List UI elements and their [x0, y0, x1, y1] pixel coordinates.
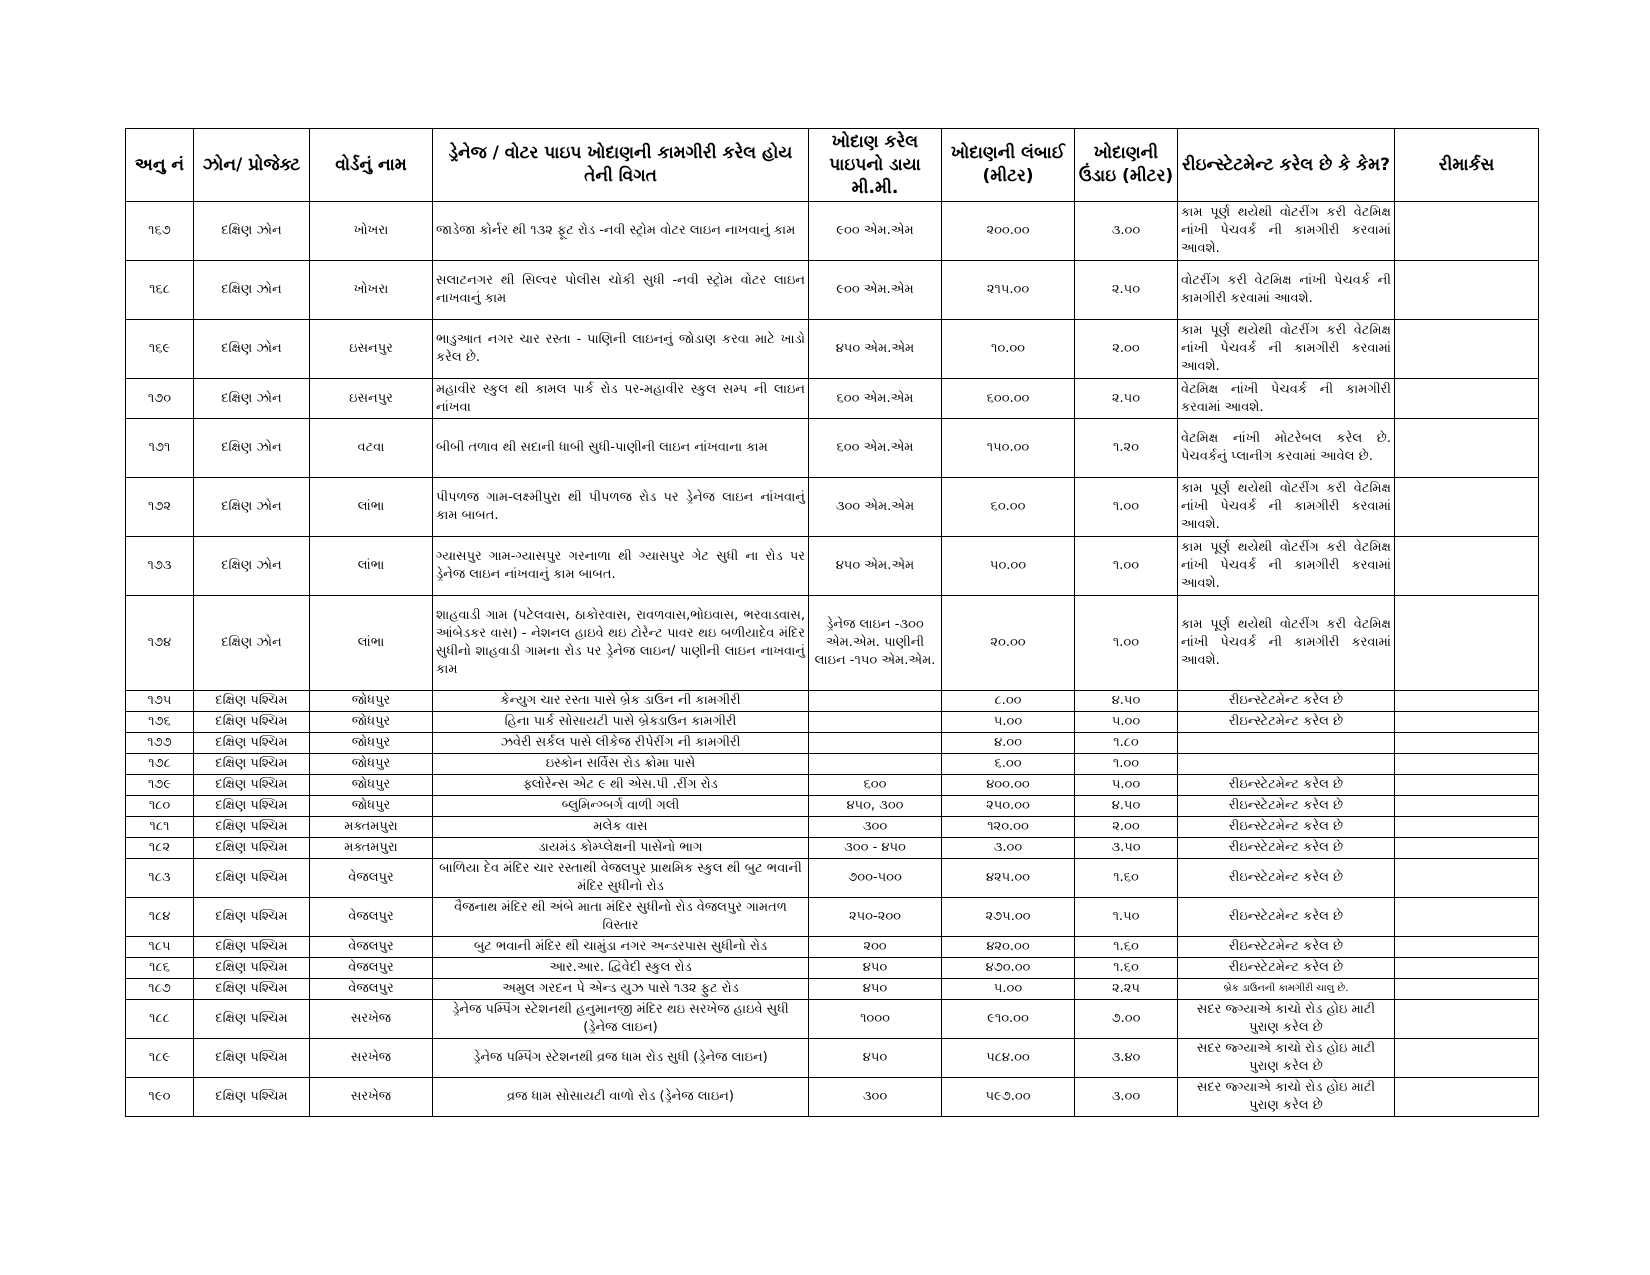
cell-remarks — [1395, 691, 1539, 712]
cell-work-detail: ડ્રેનેજ પમ્પિંગ સ્ટેશનથી હનુમાનજી મંદિર થઇ સરખેજ હાઇવે સુધી (ડ્રેનેજ લાઇન) — [433, 1000, 809, 1039]
cell-zone: દક્ષિણ પશ્ચિમ — [194, 958, 310, 979]
cell-ward: મક્તમપુરા — [310, 838, 433, 859]
cell-remarks — [1395, 419, 1539, 478]
cell-serial-no: ૧૮૧ — [126, 817, 194, 838]
cell-serial-no: ૧૭૭ — [126, 733, 194, 754]
cell-work-detail: ફ્લોરેન્સ એટ ૯ થી એસ.પી .રીંગ રોડ — [433, 775, 809, 796]
cell-work-detail: બુટ ભવાની મંદિર થી ચામુંડા નગર અન્ડરપાસ સુધીનો રોડ — [433, 937, 809, 958]
cell-zone: દક્ષિણ પશ્ચિમ — [194, 859, 310, 898]
cell-length: ૪૨૫.૦૦ — [942, 859, 1075, 898]
cell-pipe-diameter: ૩૦૦ - ૪૫૦ — [809, 838, 942, 859]
cell-remarks — [1395, 1000, 1539, 1039]
cell-work-detail: ડાયમંડ કોમ્પ્લેક્ષની પાસેનો ભાગ — [433, 838, 809, 859]
cell-work-detail: સલાટનગર થી સિલ્વર પોલીસ ચોકી સુધી -નવી સ્ટ્રોમ વોટર લાઇન નાખવાનું કામ — [433, 261, 809, 320]
cell-ward: જોધપુર — [310, 691, 433, 712]
cell-serial-no: ૧૭૮ — [126, 754, 194, 775]
header-serial-no: અનુ નં — [126, 129, 194, 202]
cell-remarks — [1395, 712, 1539, 733]
cell-serial-no: ૧૯૦ — [126, 1078, 194, 1117]
header-length: ખોદાણની લંબાઈ (મીટર) — [942, 129, 1075, 202]
cell-remarks — [1395, 1078, 1539, 1117]
cell-depth: ૩.૦૦ — [1075, 1078, 1178, 1117]
cell-remarks — [1395, 958, 1539, 979]
table-row — [126, 202, 1539, 261]
cell-remarks — [1395, 537, 1539, 596]
cell-pipe-diameter: ૭૦૦-૫૦૦ — [809, 859, 942, 898]
header-reinstatement: રીઇન્સ્ટેટમેન્ટ કરેલ છે કે કેમ? — [1178, 129, 1395, 202]
cell-serial-no: ૧૮૯ — [126, 1039, 194, 1078]
table-row — [126, 796, 1539, 817]
cell-remarks — [1395, 817, 1539, 838]
cell-length: ૨૭૫.૦૦ — [942, 898, 1075, 937]
cell-length: ૬૦૦.૦૦ — [942, 379, 1075, 419]
cell-reinstatement: રીઇન્સ્ટેટમેન્ટ કરેલ છે — [1178, 859, 1395, 898]
cell-zone: દક્ષિણ પશ્ચિમ — [194, 1000, 310, 1039]
cell-reinstatement: રીઇન્સ્ટેટમેન્ટ કરેલ છે — [1178, 775, 1395, 796]
header-zone: ઝોન/ પ્રોજેક્ટ — [194, 129, 310, 202]
cell-pipe-diameter: ૨૦૦ — [809, 937, 942, 958]
table-row — [126, 1039, 1539, 1078]
table-row — [126, 817, 1539, 838]
cell-serial-no: ૧૭૬ — [126, 712, 194, 733]
cell-work-detail: વ્રજ ધામ સોસાયટી વાળો રોડ (ડ્રેનેજ લાઇન) — [433, 1078, 809, 1117]
cell-ward: વેજલપુર — [310, 958, 433, 979]
cell-zone: દક્ષિણ પશ્ચિમ — [194, 817, 310, 838]
table-row — [126, 1000, 1539, 1039]
cell-reinstatement: સદર જ્ગ્યાએ કાચો રોડ હોઇ માટી પુરાણ કરેલ છે — [1178, 1000, 1395, 1039]
cell-depth: ૨.૫૦ — [1075, 261, 1178, 320]
cell-pipe-diameter: ડ્રેનેજ લાઇન -૩૦૦ એમ.એમ. પાણીની લાઇન -૧૫૦ એમ.એમ. — [809, 596, 942, 691]
cell-work-detail: ડ્રેનેજ પમ્પિંગ સ્ટેશનથી વ્રજ ધામ રોડ સુધી (ડ્રેનેજ લાઇન) — [433, 1039, 809, 1078]
cell-serial-no: ૧૭૯ — [126, 775, 194, 796]
table-row — [126, 838, 1539, 859]
cell-pipe-diameter: ૬૦૦ એમ.એમ — [809, 419, 942, 478]
cell-serial-no: ૧૭૦ — [126, 379, 194, 419]
cell-work-detail: મલેક વાસ — [433, 817, 809, 838]
cell-reinstatement: બ્રેક ડાઉનની કામગીરી ચાલુ છે. — [1178, 979, 1395, 1000]
cell-remarks — [1395, 202, 1539, 261]
cell-work-detail: જાડેજા કોર્નર થી ૧૩૨ ફૂટ રોડ -નવી સ્ટ્રોમ વોટર લાઇન નાખવાનું કામ — [433, 202, 809, 261]
cell-reinstatement — [1178, 754, 1395, 775]
cell-remarks — [1395, 796, 1539, 817]
cell-reinstatement — [1178, 733, 1395, 754]
cell-reinstatement: કામ પૂર્ણ થયેથી વોટરીંગ કરી વેટમિક્ષ નાંખી પેચવર્ક ની કામગીરી કરવામાં આવશે. — [1178, 537, 1395, 596]
table-row — [126, 898, 1539, 937]
table-row — [126, 712, 1539, 733]
cell-work-detail: ઇસ્કોન સર્વિસ રોડ ક્રોમા પાસે — [433, 754, 809, 775]
cell-ward: વેજલપુર — [310, 979, 433, 1000]
cell-zone: દક્ષિણ પશ્ચિમ — [194, 1039, 310, 1078]
cell-ward: સરખેજ — [310, 1039, 433, 1078]
table-row — [126, 859, 1539, 898]
cell-pipe-diameter — [809, 733, 942, 754]
cell-work-detail: ભાડુઆત નગર ચાર રસ્તા - પાણિની લાઇનનું જોડાણ કરવા માટે ખાડો કરેલ છે. — [433, 320, 809, 379]
cell-remarks — [1395, 838, 1539, 859]
cell-pipe-diameter — [809, 691, 942, 712]
cell-depth: ૫.૦૦ — [1075, 712, 1178, 733]
cell-pipe-diameter: ૨૫૦-૨૦૦ — [809, 898, 942, 937]
cell-reinstatement: કામ પૂર્ણ થયેથી વોટરીંગ કરી વેટમિક્ષ નાંખી પેચવર્ક ની કામગીરી કરવામાં આવશે. — [1178, 596, 1395, 691]
cell-ward: ઇસનપુર — [310, 379, 433, 419]
cell-pipe-diameter: ૧૦૦૦ — [809, 1000, 942, 1039]
cell-reinstatement: રીઇન્સ્ટેટમેન્ટ કરેલ છે — [1178, 691, 1395, 712]
cell-ward: વટવા — [310, 419, 433, 478]
cell-work-detail: ગ્યાસપુર ગામ-ગ્યાસપુર ગરનાળા થી ગ્યાસપુર ગેટ સુધી ના રોડ પર ડ્રેનેજ લાઇન નાંખવાનું કામ બાબત. — [433, 537, 809, 596]
cell-serial-no: ૧૮૬ — [126, 958, 194, 979]
cell-serial-no: ૧૬૮ — [126, 261, 194, 320]
cell-zone: દક્ષિણ પશ્ચિમ — [194, 733, 310, 754]
cell-zone: દક્ષિણ ઝોન — [194, 596, 310, 691]
cell-depth: ૧.૬૦ — [1075, 958, 1178, 979]
cell-work-detail: ઝવેરી સર્કલ પાસે લીકેજ રીપેરીંગ ની કામગીરી — [433, 733, 809, 754]
cell-length: ૫.૦૦ — [942, 979, 1075, 1000]
cell-ward: વેજલપુર — [310, 859, 433, 898]
table-body — [126, 202, 1539, 1117]
cell-ward: જોધપુર — [310, 796, 433, 817]
cell-depth: ૧.૬૦ — [1075, 859, 1178, 898]
cell-zone: દક્ષિણ પશ્ચિમ — [194, 979, 310, 1000]
cell-zone: દક્ષિણ પશ્ચિમ — [194, 937, 310, 958]
cell-zone: દક્ષિણ ઝોન — [194, 261, 310, 320]
cell-length: ૨૦.૦૦ — [942, 596, 1075, 691]
cell-pipe-diameter: ૩૦૦ — [809, 817, 942, 838]
cell-serial-no: ૧૮૫ — [126, 937, 194, 958]
header-ward: વોર્ડનું નામ — [310, 129, 433, 202]
cell-depth: ૧.૨૦ — [1075, 419, 1178, 478]
table-row — [126, 1078, 1539, 1117]
cell-length: ૨૦૦.૦૦ — [942, 202, 1075, 261]
cell-length: ૫૦.૦૦ — [942, 537, 1075, 596]
cell-length: ૫.૦૦ — [942, 712, 1075, 733]
table-row — [126, 979, 1539, 1000]
cell-depth: ૧.૦૦ — [1075, 754, 1178, 775]
cell-reinstatement: રીઇન્સ્ટેટમેન્ટ કરેલ છે — [1178, 712, 1395, 733]
table-row — [126, 261, 1539, 320]
cell-reinstatement: રીઇન્સ્ટેટમેન્ટ કરેલ છે — [1178, 958, 1395, 979]
cell-remarks — [1395, 320, 1539, 379]
cell-length: ૪૭૦.૦૦ — [942, 958, 1075, 979]
cell-ward: સરખેજ — [310, 1078, 433, 1117]
cell-work-detail: બીબી તળાવ થી સદાની ધાબી સુધી-પાણીની લાઇન નાંખવાના કામ — [433, 419, 809, 478]
cell-zone: દક્ષિણ ઝોન — [194, 419, 310, 478]
cell-remarks — [1395, 775, 1539, 796]
cell-length: ૪૨૦.૦૦ — [942, 937, 1075, 958]
cell-zone: દક્ષિણ ઝોન — [194, 537, 310, 596]
cell-length: ૧૦.૦૦ — [942, 320, 1075, 379]
cell-pipe-diameter — [809, 712, 942, 733]
cell-remarks — [1395, 937, 1539, 958]
cell-depth: ૨.૫૦ — [1075, 379, 1178, 419]
cell-remarks — [1395, 379, 1539, 419]
cell-zone: દક્ષિણ ઝોન — [194, 478, 310, 537]
cell-ward: મક્તમપુરા — [310, 817, 433, 838]
cell-depth: ૫.૦૦ — [1075, 775, 1178, 796]
cell-remarks — [1395, 261, 1539, 320]
cell-zone: દક્ષિણ પશ્ચિમ — [194, 754, 310, 775]
cell-length: ૬.૦૦ — [942, 754, 1075, 775]
cell-serial-no: ૧૮૭ — [126, 979, 194, 1000]
cell-length: ૮.૦૦ — [942, 691, 1075, 712]
cell-work-detail: આર.આર. દ્વિવેદી સ્કુલ રોડ — [433, 958, 809, 979]
cell-remarks — [1395, 898, 1539, 937]
cell-depth: ૩.૪૦ — [1075, 1039, 1178, 1078]
cell-serial-no: ૧૭૪ — [126, 596, 194, 691]
cell-ward: લાંભા — [310, 596, 433, 691]
cell-depth: ૭.૦૦ — [1075, 1000, 1178, 1039]
cell-length: ૧૨૦.૦૦ — [942, 817, 1075, 838]
table-row — [126, 478, 1539, 537]
cell-depth: ૨.૦૦ — [1075, 320, 1178, 379]
works-table — [125, 128, 1539, 1117]
cell-pipe-diameter: ૪૫૦ — [809, 958, 942, 979]
cell-length: ૯૧૦.૦૦ — [942, 1000, 1075, 1039]
cell-length: ૬૦.૦૦ — [942, 478, 1075, 537]
cell-depth: ૧.૮૦ — [1075, 733, 1178, 754]
cell-reinstatement: રીઇન્સ્ટેટમેન્ટ કરેલ છે — [1178, 898, 1395, 937]
table-row — [126, 537, 1539, 596]
cell-zone: દક્ષિણ ઝોન — [194, 320, 310, 379]
cell-zone: દક્ષિણ પશ્ચિમ — [194, 712, 310, 733]
header-remarks: રીમાર્કસ — [1395, 129, 1539, 202]
table-row — [126, 379, 1539, 419]
cell-length: ૫૮૪.૦૦ — [942, 1039, 1075, 1078]
cell-reinstatement: રીઇન્સ્ટેટમેન્ટ કરેલ છે — [1178, 817, 1395, 838]
cell-zone: દક્ષિણ પશ્ચિમ — [194, 796, 310, 817]
cell-remarks — [1395, 754, 1539, 775]
cell-pipe-diameter: ૬૦૦ — [809, 775, 942, 796]
table-row — [126, 320, 1539, 379]
cell-pipe-diameter: ૬૦૦ એમ.એમ — [809, 379, 942, 419]
cell-pipe-diameter: ૪૫૦ એમ.એમ — [809, 537, 942, 596]
cell-depth: ૨.૨૫ — [1075, 979, 1178, 1000]
cell-remarks — [1395, 478, 1539, 537]
cell-reinstatement: રીઇન્સ્ટેટમેન્ટ કરેલ છે — [1178, 838, 1395, 859]
table-row — [126, 775, 1539, 796]
header-pipe-diameter: ખોદાણ કરેલ પાઇપનો ડાયા મી.મી. — [809, 129, 942, 202]
cell-ward: ખોખરા — [310, 261, 433, 320]
cell-reinstatement: વેટમિક્ષ નાંખી મોટરેબલ કરેલ છે. પેચવર્કનું પ્લાનીગ કરવામાં આવેલ છે. — [1178, 419, 1395, 478]
cell-work-detail: અમુલ ગરદન પે એન્ડ યુઝ પાસે ૧૩૨ ફુટ રોડ — [433, 979, 809, 1000]
cell-reinstatement: સદર જ્ગ્યાએ કાચો રોડ હોઇ માટી પુરાણ કરેલ છે — [1178, 1039, 1395, 1078]
cell-work-detail: કેન્યુગ ચાર રસ્તા પાસે બ્રેક ડાઉન ની કામગીરી — [433, 691, 809, 712]
cell-length: ૪.૦૦ — [942, 733, 1075, 754]
cell-depth: ૪.૫૦ — [1075, 691, 1178, 712]
table-row — [126, 419, 1539, 478]
cell-depth: ૧.૦૦ — [1075, 537, 1178, 596]
cell-length: ૫૯૭.૦૦ — [942, 1078, 1075, 1117]
cell-reinstatement: સદર જ્ગ્યાએ કાચો રોડ હોઇ માટી પુરાણ કરેલ છે — [1178, 1078, 1395, 1117]
header-work-detail: ડ્રેનેજ / વોટર પાઇપ ખોદાણની કામગીરી કરેલ હોય તેની વિગત — [433, 129, 809, 202]
cell-work-detail: વૈજનાથ મંદિર થી અંબે માતા મંદિર સુધીનો રોડ વેજલપુર ગામતળ વિસ્તાર — [433, 898, 809, 937]
cell-ward: જોધપુર — [310, 775, 433, 796]
cell-reinstatement: રીઇન્સ્ટેટમેન્ટ કરેલ છે — [1178, 796, 1395, 817]
cell-work-detail: બાળિયા દેવ મંદિર ચાર રસ્તાથી વેજલપુર પ્રાથમિક સ્કુલ થી બુટ ભવાની મંદિર સુધીનો રોડ — [433, 859, 809, 898]
cell-ward: સરખેજ — [310, 1000, 433, 1039]
cell-serial-no: ૧૬૭ — [126, 202, 194, 261]
cell-depth: ૧.૬૦ — [1075, 937, 1178, 958]
table-row — [126, 733, 1539, 754]
cell-length: ૪૦૦.૦૦ — [942, 775, 1075, 796]
cell-serial-no: ૧૮૦ — [126, 796, 194, 817]
cell-ward: લાંભા — [310, 478, 433, 537]
header-row — [126, 129, 1539, 202]
cell-ward: વેજલપુર — [310, 898, 433, 937]
cell-serial-no: ૧૬૯ — [126, 320, 194, 379]
cell-pipe-diameter: ૩૦૦ — [809, 1078, 942, 1117]
cell-reinstatement: કામ પૂર્ણ થયેથી વોટરીંગ કરી વેટમિક્ષ નાંખી પેચવર્ક ની કામગીરી કરવામાં આવશે. — [1178, 478, 1395, 537]
cell-serial-no: ૧૭૧ — [126, 419, 194, 478]
cell-length: ૨૫૦.૦૦ — [942, 796, 1075, 817]
cell-zone: દક્ષિણ પશ્ચિમ — [194, 1078, 310, 1117]
cell-serial-no: ૧૭૩ — [126, 537, 194, 596]
cell-reinstatement: કામ પૂર્ણ થયેથી વોટરીંગ કરી વેટમિક્ષ નાંખી પેચવર્ક ની કામગીરી કરવામાં આવશે. — [1178, 202, 1395, 261]
cell-remarks — [1395, 1039, 1539, 1078]
cell-work-detail: પીપળજ ગામ-લક્ષ્મીપુરા થી પીપળજ રોડ પર ડ્રેનેજ લાઇન નાંખવાનું કામ બાબત. — [433, 478, 809, 537]
cell-reinstatement: રીઇન્સ્ટેટમેન્ટ કરેલ છે — [1178, 937, 1395, 958]
cell-ward: જોધપુર — [310, 754, 433, 775]
cell-length: ૨૧૫.૦૦ — [942, 261, 1075, 320]
cell-depth: ૧.૦૦ — [1075, 596, 1178, 691]
cell-pipe-diameter: ૯૦૦ એમ.એમ — [809, 261, 942, 320]
cell-depth: ૧.૦૦ — [1075, 478, 1178, 537]
cell-pipe-diameter: ૪૫૦ — [809, 979, 942, 1000]
cell-pipe-diameter — [809, 754, 942, 775]
cell-zone: દક્ષિણ પશ્ચિમ — [194, 691, 310, 712]
cell-depth: ૩.૦૦ — [1075, 202, 1178, 261]
cell-ward: ખોખરા — [310, 202, 433, 261]
cell-reinstatement: વોટરીંગ કરી વેટમિક્ષ નાંખી પેચવર્ક ની કામગીરી કરવામાં આવશે. — [1178, 261, 1395, 320]
cell-pipe-diameter: ૪૫૦ એમ.એમ — [809, 320, 942, 379]
cell-zone: દક્ષિણ ઝોન — [194, 379, 310, 419]
cell-pipe-diameter: ૯૦૦ એમ.એમ — [809, 202, 942, 261]
cell-serial-no: ૧૭૫ — [126, 691, 194, 712]
cell-pipe-diameter: ૩૦૦ એમ.એમ — [809, 478, 942, 537]
cell-depth: ૧.૫૦ — [1075, 898, 1178, 937]
cell-serial-no: ૧૮૩ — [126, 859, 194, 898]
cell-work-detail: મહાવીર સ્કુલ થી કામલ પાર્ક રોડ પર-મહાવીર સ્કુલ સમ્પ ની લાઇન નાંખવા — [433, 379, 809, 419]
cell-depth: ૨.૦૦ — [1075, 817, 1178, 838]
cell-reinstatement: કામ પૂર્ણ થયેથી વોટરીંગ કરી વેટમિક્ષ નાંખી પેચવર્ક ની કામગીરી કરવામાં આવશે. — [1178, 320, 1395, 379]
cell-serial-no: ૧૮૪ — [126, 898, 194, 937]
cell-remarks — [1395, 596, 1539, 691]
table-row — [126, 937, 1539, 958]
cell-work-detail: હિના પાર્ક સોસાયટી પાસે બ્રેક્ડાઉન કામગીરી — [433, 712, 809, 733]
cell-ward: જોધપુર — [310, 712, 433, 733]
cell-serial-no: ૧૮૨ — [126, 838, 194, 859]
cell-zone: દક્ષિણ પશ્ચિમ — [194, 898, 310, 937]
cell-work-detail: શાહવાડી ગામ (પટેલવાસ, ઠાકોરવાસ, રાવળવાસ,ભોઇવાસ, ભરવાડવાસ, આંબેડકર વાસ) - નેશનલ હાઇવે થઇ ટોરેન્ટ પાવર થઇ બળીયાદેવ મંદિર સુધીનો શાહવાડી ગામના રોડ પર ડ્રેનેજ લાઇન/ પાણીની લાઇન નાખવાનું કામ — [433, 596, 809, 691]
cell-reinstatement: વેટમિક્ષ નાંખી પેચવર્ક ની કામગીરી કરવામાં આવશે. — [1178, 379, 1395, 419]
cell-zone: દક્ષિણ પશ્ચિમ — [194, 838, 310, 859]
cell-ward: વેજલપુર — [310, 937, 433, 958]
table-row — [126, 596, 1539, 691]
cell-remarks — [1395, 859, 1539, 898]
cell-pipe-diameter: ૪૫૦, ૩૦૦ — [809, 796, 942, 817]
cell-work-detail: બ્લુમિન્ગ્બર્ગ વાળી ગલી — [433, 796, 809, 817]
cell-depth: ૩.૫૦ — [1075, 838, 1178, 859]
cell-remarks — [1395, 733, 1539, 754]
cell-length: ૧૫૦.૦૦ — [942, 419, 1075, 478]
table-row — [126, 691, 1539, 712]
table-row — [126, 958, 1539, 979]
cell-pipe-diameter: ૪૫૦ — [809, 1039, 942, 1078]
table-row — [126, 754, 1539, 775]
cell-zone: દક્ષિણ ઝોન — [194, 202, 310, 261]
cell-ward: ઇસનપુર — [310, 320, 433, 379]
cell-zone: દક્ષિણ પશ્ચિમ — [194, 775, 310, 796]
cell-depth: ૪.૫૦ — [1075, 796, 1178, 817]
header-depth: ખોદાણની ઉંડાઇ (મીટર) — [1075, 129, 1178, 202]
cell-length: ૩.૦૦ — [942, 838, 1075, 859]
cell-serial-no: ૧૮૮ — [126, 1000, 194, 1039]
cell-ward: જોધપુર — [310, 733, 433, 754]
cell-serial-no: ૧૭૨ — [126, 478, 194, 537]
cell-remarks — [1395, 979, 1539, 1000]
cell-ward: લાંભા — [310, 537, 433, 596]
